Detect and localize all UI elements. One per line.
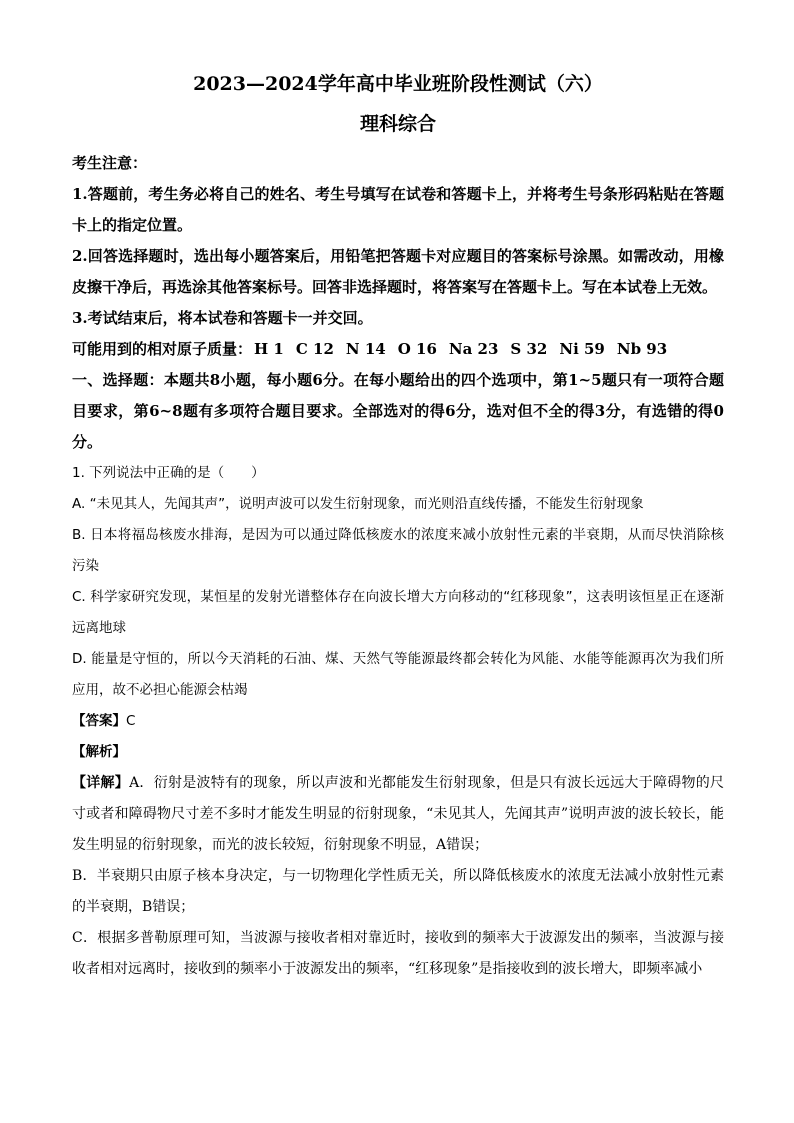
question-1-answer xyxy=(72,706,724,737)
notice-item-3: 3.考试结束后，将本试卷和答题卡一并交回。 xyxy=(72,309,373,327)
exam-title: 2023—2024学年高中毕业班阶段性测试（六） xyxy=(193,73,603,95)
mass-n: N 14 xyxy=(345,340,386,358)
mass-na: Na 23 xyxy=(448,340,499,358)
question-1-stem: 1. 下列说法中正确的是（ ） xyxy=(72,465,265,481)
question-1-option-a: A. “未见其人，先闻其声”，说明声波可以发生衍射现象，而光则沿直线传播，不能发生衍射现象 xyxy=(72,496,644,512)
answer-label: 【答案】 xyxy=(72,713,126,729)
detail-b: B．半衰期只由原子核本身决定，与一切物理化学性质无关，所以降低核废水的浓度无法减小放射性元素的半衰期，B错误； xyxy=(72,868,724,915)
atomic-masses xyxy=(72,334,724,365)
notice-heading: 考生注意： xyxy=(72,154,148,172)
question-1-option-d: D. 能量是守恒的，所以今天消耗的石油、煤、天然气等能源最终都会转化为风能、水能等能源再次为我们所应用，故不必担心能源会枯竭 xyxy=(72,651,724,698)
detail-label: 【详解】 xyxy=(72,775,130,791)
question-1-option-b: B. 日本将福岛核废水排海，是因为可以通过降低核废水的浓度来减小放射性元素的半衰期，从而尽快消除核污染 xyxy=(72,527,724,574)
mass-s: S 32 xyxy=(510,340,548,358)
notice-item-1: 1.答题前，考生务必将自己的姓名、考生号填写在试卷和答题卡上，并将考生号条形码粘贴在答题卡上的指定位置。 xyxy=(72,185,724,234)
answer-value: C xyxy=(126,713,136,729)
mass-ni: Ni 59 xyxy=(559,340,605,358)
analysis-label: 【解析】 xyxy=(72,744,126,760)
notice-item-2: 2.回答选择题时，选出每小题答案后，用铅笔把答题卡对应题目的答案标号涂黑。如需改动，用橡皮擦干净后，再选涂其他答案标号。回答非选择题时，将答案写在答题卡上。写在本试卷上无效。 xyxy=(72,247,724,296)
mass-o: O 16 xyxy=(397,340,437,358)
exam-page xyxy=(72,70,724,985)
atomic-masses-label: 可能用到的相对原子质量： xyxy=(72,340,253,358)
question-1-option-c: C. 科学家研究发现，某恒星的发射光谱整体存在向波长增大方向移动的“红移现象”，这表明该恒星正在逐渐远离地球 xyxy=(72,589,724,636)
mass-c: C 12 xyxy=(295,340,334,358)
mass-h: H 1 xyxy=(254,340,284,358)
exam-subject: 理科综合 xyxy=(359,113,436,135)
detail-a: 【详解】A．衍射是波特有的现象，所以声波和光都能发生衍射现象，但是只有波长远远大于障碍物的尺寸或者和障碍物尺寸差不多时才能发生明显的衍射现象，“未见其人，先闻其声”说明声波的波长较长，能发生明显的衍射现象，而光的波长较短，衍射现象不明显，A错误； xyxy=(72,775,725,853)
section-one-instructions: 一、选择题：本题共8小题，每小题6分。在每小题给出的四个选项中，第1~5题只有一项符合题目要求，第6~8题有多项符合题目要求。全部选对的得6分，选对但不全的得3分，有选错的得0分。 xyxy=(72,371,724,451)
mass-nb: Nb 93 xyxy=(616,340,668,358)
detail-c: C．根据多普勒原理可知，当波源与接收者相对靠近时，接收到的频率大于波源发出的频率，当波源与接收者相对远离时，接收到的频率小于波源发出的频率，“红移现象”是指接收到的波长增大，即频率减小 xyxy=(72,930,724,977)
